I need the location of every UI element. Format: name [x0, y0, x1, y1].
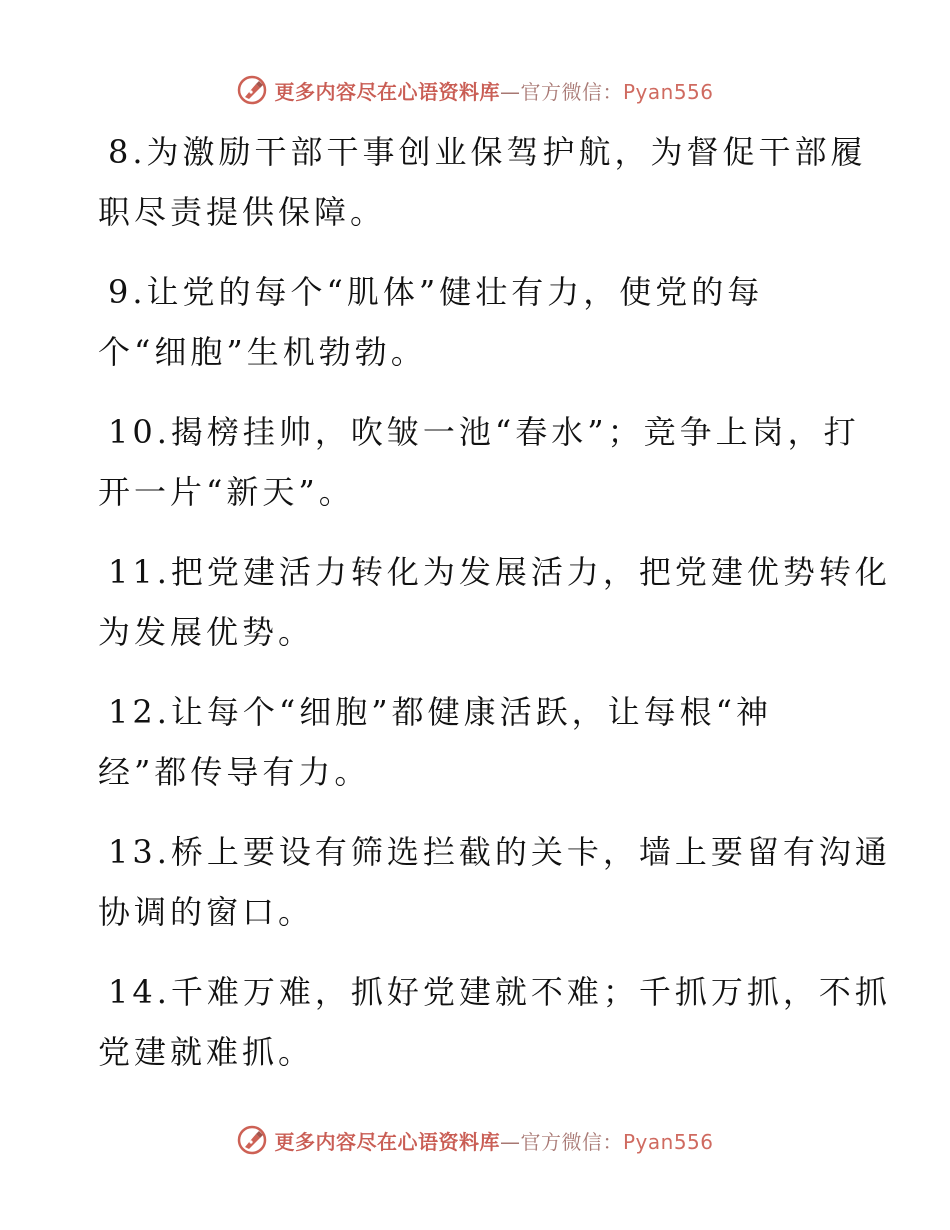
item-line: 职尽责提供保障。 — [98, 193, 387, 231]
pen-nib-logo-icon — [236, 1124, 268, 1156]
watermark-main: 更多内容尽在心语资料库 — [274, 1129, 500, 1154]
item-line: 14.千难万难，抓好党建就不难；千抓万抓，不抓 — [108, 973, 891, 1011]
list-item — [98, 542, 891, 662]
item-line: 党建就难抓。 — [98, 1033, 315, 1071]
item-line: 个“细胞”生机勃勃。 — [98, 333, 427, 371]
item-line: 为发展优势。 — [98, 613, 315, 651]
watermark-dash: — — [499, 1129, 521, 1154]
watermark-sub: 官方微信： — [520, 79, 623, 104]
list-item — [98, 122, 867, 242]
item-line: 9.让党的每个“肌体”健壮有力，使党的每 — [108, 273, 764, 311]
list-item — [98, 262, 858, 382]
watermark-id: Pyan556 — [622, 1129, 714, 1154]
item-line: 经”都传导有力。 — [98, 753, 371, 791]
list-item — [98, 682, 858, 802]
pen-nib-logo-icon — [236, 74, 268, 106]
watermark-text — [274, 1126, 713, 1155]
header-watermark — [0, 70, 950, 110]
watermark-sub: 官方微信： — [520, 1129, 623, 1154]
item-line: 13.桥上要设有筛选拦截的关卡，墙上要留有沟通 — [108, 833, 891, 871]
watermark-dash: — — [499, 79, 521, 104]
item-line: 协调的窗口。 — [98, 893, 315, 931]
list-item — [98, 962, 891, 1082]
list-item — [98, 402, 858, 522]
watermark-id: Pyan556 — [622, 79, 714, 104]
document-body — [98, 122, 891, 1102]
list-item — [98, 822, 891, 942]
watermark-text — [274, 76, 713, 105]
item-line: 12.让每个“细胞”都健康活跃，让每根“神 — [108, 693, 772, 731]
watermark-main: 更多内容尽在心语资料库 — [274, 79, 500, 104]
item-line: 8.为激励干部干事创业保驾护航，为督促干部履 — [108, 133, 867, 171]
footer-watermark — [0, 1120, 950, 1160]
item-line: 开一片“新天”。 — [98, 473, 355, 511]
item-line: 10.揭榜挂帅，吹皱一池“春水”；竞争上岗，打 — [108, 413, 860, 451]
item-line: 11.把党建活力转化为发展活力，把党建优势转化 — [108, 553, 891, 591]
